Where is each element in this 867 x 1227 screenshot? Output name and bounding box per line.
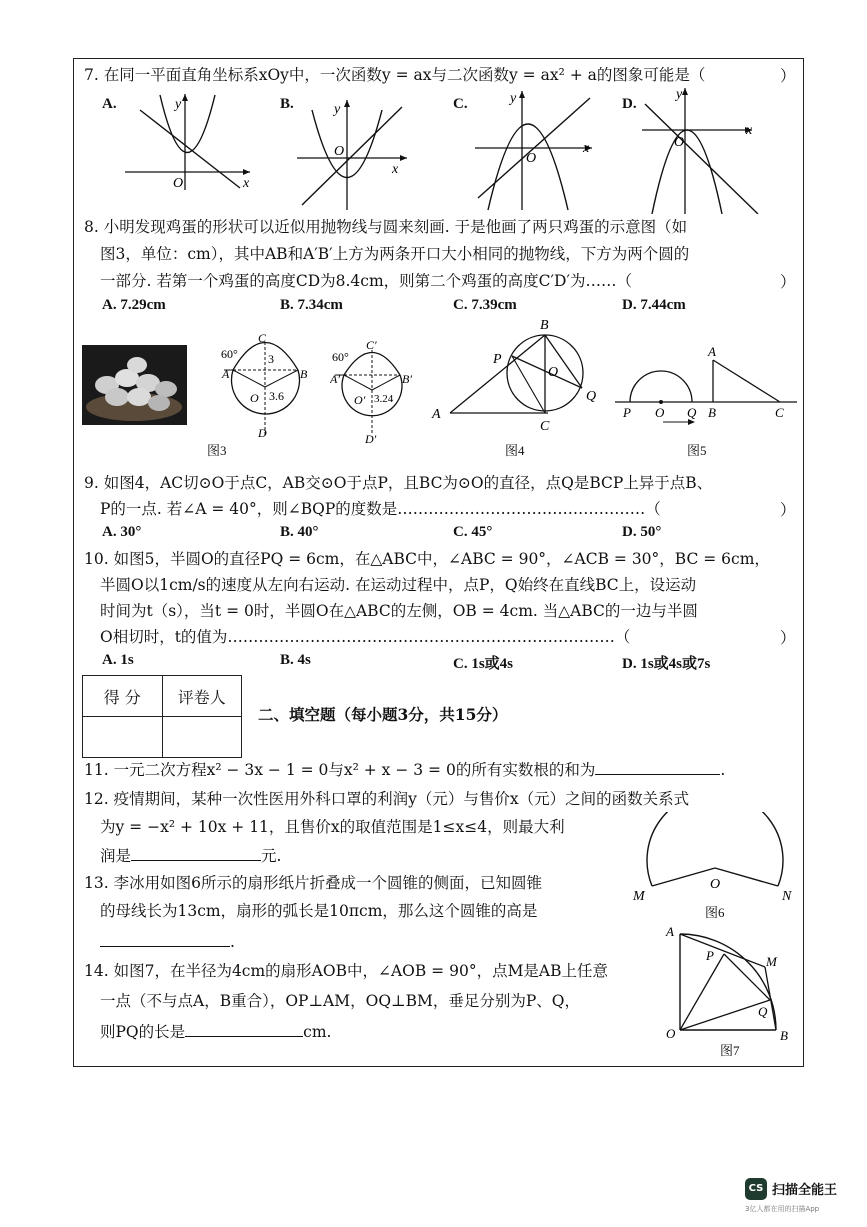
fig6-m: M [633,889,645,904]
score-header: 得 分 [83,676,163,717]
egg1-o: O [250,391,259,405]
q14-line2: 一点（不与点A，B重合），OP⊥AM，OQ⊥BM，垂足分别为P、Q， [100,992,581,1010]
q7-graph-c [470,88,600,213]
fig7-diagram [662,922,797,1047]
q14-line3 [100,1020,331,1043]
q13-line2: 的母线长为13cm，扇形的弧长是10πcm，那么这个圆锥的高是 [100,902,538,920]
section2-title: 二、填空题（每小题3分，共15分） [258,705,508,724]
fig7-m: M [766,954,777,969]
q7a-origin: O [173,176,184,190]
q8-line3: 一部分. 若第一个鸡蛋的高度CD为8.4cm，则第二个鸡蛋的高度C′D′为……（ [100,272,632,290]
q7-option-c: C. [453,96,468,112]
q8-option-d: D. 7.44cm [622,297,686,313]
q10-option-b: B. 4s [280,652,311,668]
egg1-angle: 60° [221,347,238,361]
q7c-origin: O [526,151,537,166]
q10-close-paren: ） [780,629,796,647]
fig3-egg-1 [218,330,328,440]
q7c-x-label: x [583,141,590,156]
q13-line3 [100,930,235,953]
q7-option-b: B. [280,96,294,112]
q12-line3-start: 润是 [100,847,132,865]
egg2-radius: 3.24 [374,393,394,405]
q13-answer-blank[interactable] [100,930,230,947]
q7-graph-d [640,86,765,214]
eggs-photo [82,345,187,425]
q8-line2: 图3，单位：cm），其中AB和A′B′上方为两条开口大小相同的抛物线，下方为两个圆的 [100,245,690,263]
fig3-caption: 图3 [207,443,227,458]
camscanner-watermark [745,1175,855,1220]
fig4-b: B [540,318,549,333]
q9-option-c: C. 45° [453,524,493,540]
q7d-y-label: y [676,87,683,102]
q7-option-d: D. [622,96,637,112]
egg1-c: C [258,331,267,345]
fig5-diagram [615,340,800,435]
q13-line1: 13. 李冰用如图6所示的扇形纸片折叠成一个圆锥的侧面，已知圆锥 [84,874,542,892]
fig3-egg-2 [330,335,430,445]
fig5-a: A [708,344,716,359]
egg2-o: O′ [354,393,366,407]
q8-option-c: C. 7.39cm [453,297,517,313]
q14-line1: 14. 如图7，在半径为4cm的扇形AOB中，∠AOB = 90°，点M是AB上任意 [84,962,609,980]
q9-line1: 9. 如图4，AC切⊙O于点C，AB交⊙O于点P，且BC为⊙O的直径，点Q是BCP上异于点B、 [84,474,713,492]
fig7-b: B [780,1028,788,1043]
q7b-x-label: x [392,162,399,177]
q9-close-paren: ） [780,501,796,519]
q9-option-a: A. 30° [102,524,142,540]
camscanner-title: 扫描全能王 [772,1183,838,1198]
fig4-diagram [430,318,610,438]
q10-option-c: C. 1s或4s [453,656,514,672]
fig4-caption: 图4 [505,443,525,458]
egg2-d: D′ [365,432,377,445]
camscanner-logo-icon: CS [745,1178,767,1200]
q11-end: . [720,761,726,779]
q7c-y-label: y [510,91,517,106]
fig4-a: A [432,407,441,422]
q7b-y-label: y [334,102,341,117]
fig6-caption: 图6 [705,905,725,920]
fig7-p: P [706,948,714,963]
q7d-x-label: x [746,123,753,138]
egg1-top: 3 [268,352,274,366]
q10-option-d: D. 1s或4s或7s [622,656,711,672]
fig5-o: O [655,405,665,420]
grader-cell[interactable] [162,717,242,758]
q12-line3-end: 元. [261,847,282,865]
fig7-caption: 图7 [720,1043,740,1058]
fig5-c: C [775,405,784,420]
fig5-caption: 图5 [687,443,707,458]
egg2-c: C′ [366,338,377,352]
q7-close-paren: ） [780,67,796,85]
egg1-d: D [258,426,267,440]
q10-line1: 10. 如图5，半圆O的直径PQ = 6cm，在△ABC中，∠ABC = 90°，∠ACB = 30°，BC = 6cm， [84,550,770,568]
q11-stem: 11. 一元二次方程x² − 3x − 1 = 0与x² + x − 3 = 0的所有实数根的和为 [84,761,596,779]
egg1-b: B [300,367,308,381]
q12-line3 [100,844,281,867]
fig5-q: Q [687,405,697,420]
q7-option-a: A. [102,96,117,112]
camscanner-subtitle: 3亿人都在用的扫描App [745,1205,820,1213]
fig4-c: C [540,419,550,434]
q7-graph-b [292,95,417,210]
q8-option-a: A. 7.29cm [102,297,166,313]
q8-line1: 8. 小明发现鸡蛋的形状可以近似用抛物线与圆来刻画. 于是他画了两只鸡蛋的示意图（如 [84,218,688,236]
egg2-angle: 60° [332,350,349,364]
egg1-radius: 3.6 [269,389,284,403]
q12-answer-blank[interactable] [131,844,261,861]
egg2-b: B′ [402,372,412,386]
score-table [82,675,242,758]
fig4-p: P [493,352,502,367]
fig5-b: B [708,405,716,420]
q7b-origin: O [334,144,345,159]
q7-graph-a [115,90,255,190]
fig7-q: Q [758,1004,768,1019]
q10-line3: 时间为t（s），当t = 0时，半圆O在△ABC的左侧，OB = 4cm. 当△ABC的一边与半圆 [100,602,698,620]
fig6-o: O [710,877,721,892]
q11-text [84,758,725,781]
q14-answer-blank[interactable] [185,1020,303,1037]
q9-option-b: B. 40° [280,524,319,540]
fig7-o: O [666,1026,676,1041]
q12-line2: 为y = −x² + 10x + 11，且售价x的取值范围是1≤x≤4，则最大利 [100,818,565,836]
grader-header: 评卷人 [162,676,242,717]
q12-line1: 12. 疫情期间，某种一次性医用外科口罩的利润y（元）与售价x（元）之间的函数关系式 [84,790,690,808]
q7-stem: 7. 在同一平面直角坐标系xOy中，一次函数y = ax与二次函数y = ax² + a的图象可能是（ [84,66,706,84]
q14-line3-start: 则PQ的长是 [100,1023,186,1041]
q10-line4: O相切时，t的值为…………………………………………………………………（ [100,628,631,646]
score-cell[interactable] [83,717,163,758]
fig5-p: P [623,405,631,420]
q9-option-d: D. 50° [622,524,662,540]
q7a-y-label: y [175,97,182,112]
fig6-n: N [782,889,792,904]
q14-line3-end: cm. [303,1023,332,1041]
q9-line2: P的一点. 若∠A = 40°，则∠BQP的度数是…………………………………………（ [100,500,661,518]
q8-close-paren: ） [780,273,796,291]
egg1-a: A [222,367,230,381]
q7a-x-label: x [243,176,250,190]
q11-answer-blank[interactable] [595,758,720,775]
q8-option-b: B. 7.34cm [280,297,343,313]
fig4-o: O [548,365,559,380]
q13-end: . [230,933,235,951]
q10-option-a: A. 1s [102,652,134,668]
q7d-origin: O [674,135,685,150]
egg2-a: A′ [330,372,340,386]
fig7-a: A [666,924,674,939]
fig4-q: Q [586,389,597,404]
q10-line2: 半圆O以1cm/s的速度从左向右运动. 在运动过程中，点P，Q始终在直线BC上，设运动 [100,576,697,594]
